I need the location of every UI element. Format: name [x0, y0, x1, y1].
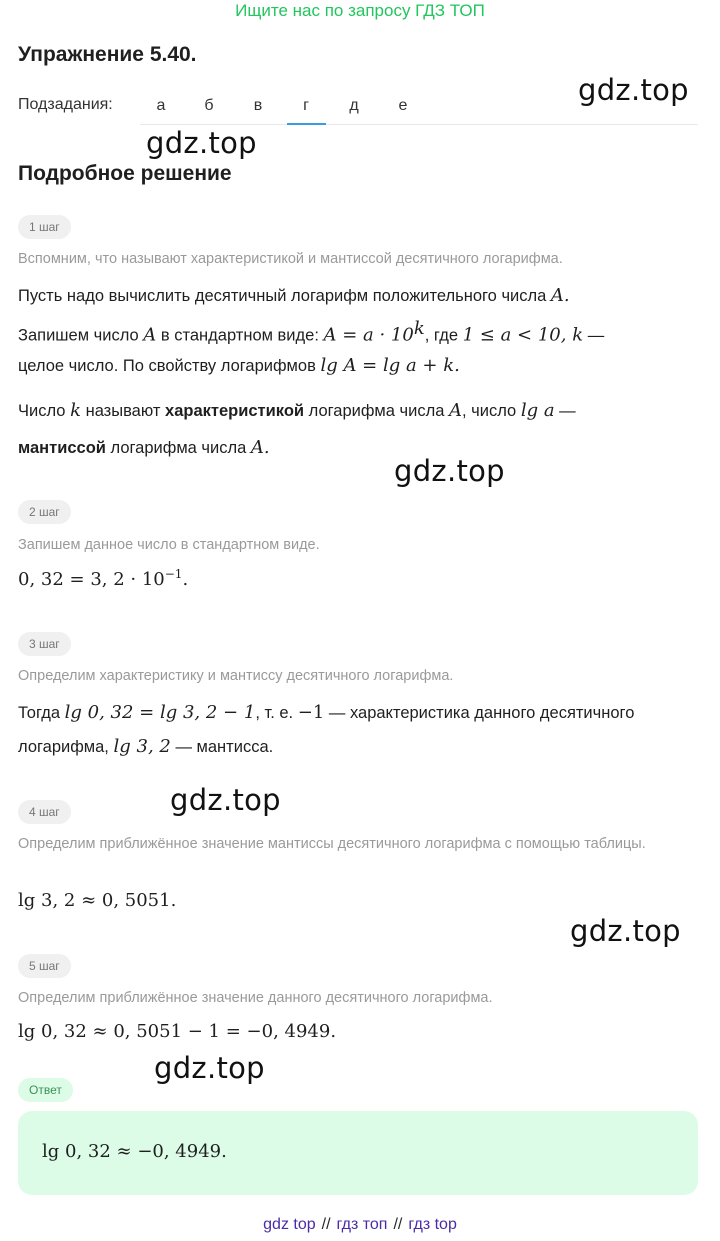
watermark: gdz.top — [578, 73, 689, 107]
step-text: Число k называют характеристикой логарифма числа A, число lg a — — [18, 400, 576, 421]
watermark: gdz.top — [146, 126, 257, 160]
tab-b[interactable]: б — [204, 97, 214, 114]
solution-title: Подробное решение — [18, 162, 232, 185]
tab-v[interactable]: в — [253, 97, 263, 114]
active-tab-indicator — [287, 123, 326, 125]
step-text: Запишем число A в стандартном виде: $A = a \cdot 10^k$, где 1 ≤ a < 10, k — — [18, 318, 605, 346]
watermark: gdz.top — [154, 1051, 265, 1085]
step-text: целое число. По свойству логарифмов lg A = lg a + k. — [18, 355, 460, 376]
step-math: 0, 32 = 3, $2 \cdot 10^{-1}$. — [18, 567, 189, 590]
step-text: Пусть надо вычислить десятичный логарифм положительного числа A. — [18, 285, 570, 306]
tabs-divider — [140, 124, 698, 125]
step-math: lg 0, 32 ≈ 0, 5051 − 1 = −0, 4949. — [18, 1021, 337, 1042]
watermark: gdz.top — [170, 783, 281, 817]
subtasks-label: Подзадания: — [18, 96, 113, 113]
watermark: gdz.top — [570, 914, 681, 948]
footer-link-gdz-top-mixed[interactable]: гдз top — [408, 1216, 457, 1233]
footer-link-gdz-top[interactable]: gdz top — [263, 1216, 316, 1233]
step-badge: 4 шаг — [18, 800, 71, 824]
tab-g-active[interactable]: г — [303, 97, 309, 114]
footer-separator: // — [393, 1216, 403, 1233]
step-text: Тогда lg 0, 32 = lg 3, 2 − 1, т. е. −1 — характеристика данного десятичного — [18, 702, 635, 723]
step-text: мантиссой логарифма числа A. — [18, 437, 270, 458]
step-hint: Определим приближённое значение данного десятичного логарифма. — [18, 990, 493, 1006]
step-hint: Определим приближённое значение мантиссы десятичного логарифма с помощью таблицы. — [18, 836, 646, 852]
step-text: логарифма, lg 3, 2 — мантисса. — [18, 736, 274, 757]
watermark: gdz.top — [394, 454, 505, 488]
step-badge: 3 шаг — [18, 632, 71, 656]
step-badge: 5 шаг — [18, 954, 71, 978]
step-math: lg 3, 2 ≈ 0, 5051. — [18, 890, 177, 911]
answer-math: lg 0, 32 ≈ −0, 4949. — [42, 1141, 227, 1162]
footer-separator: // — [321, 1216, 331, 1233]
step-badge: 1 шаг — [18, 215, 71, 239]
step-hint: Вспомним, что называют характеристикой и мантиссой десятичного логарифма. — [18, 251, 563, 267]
exercise-title: Упражнение 5.40. — [18, 43, 197, 66]
tab-d[interactable]: д — [349, 97, 359, 114]
footer-links — [0, 1216, 720, 1234]
step-badge: 2 шаг — [18, 500, 71, 524]
step-hint: Определим характеристику и мантиссу десятичного логарифма. — [18, 668, 454, 684]
footer-link-gdz-top-ru[interactable]: гдз топ — [336, 1216, 388, 1233]
search-banner: Ищите нас по запросу ГДЗ ТОП — [235, 1, 485, 20]
answer-badge: Ответ — [18, 1078, 73, 1102]
tab-a[interactable]: а — [156, 97, 166, 114]
step-hint: Запишем данное число в стандартном виде. — [18, 537, 320, 553]
tab-e[interactable]: е — [398, 97, 408, 114]
